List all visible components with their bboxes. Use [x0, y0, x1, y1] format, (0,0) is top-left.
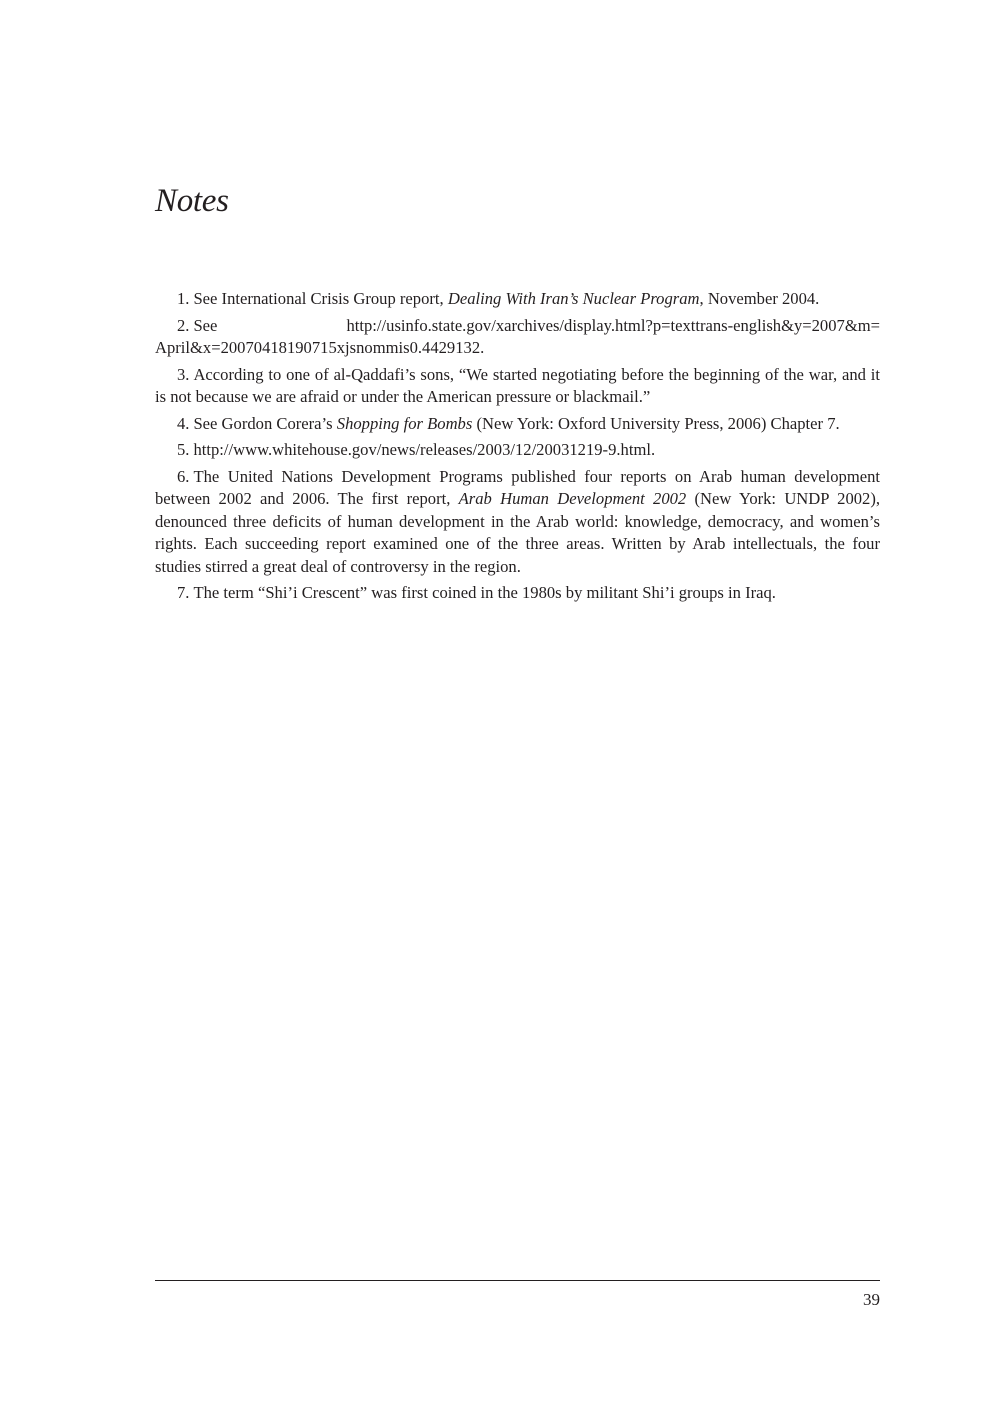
- note-number: 5.: [177, 440, 190, 459]
- note-number: 4.: [177, 413, 190, 433]
- note-2: [155, 315, 880, 360]
- note-text: According to one of al-Qaddafi’s sons, “We started negotiating before the beginning of the war, and it is not because we are afraid or under the American pressure or blackmail.”: [155, 364, 880, 406]
- note-title-italic: Shopping for Bombs: [336, 413, 473, 433]
- note-5: [155, 439, 880, 462]
- notes-list: [155, 288, 880, 609]
- note-text-tail: (New York: UNDP 2002), denounced three deficits of human development in the Arab world: knowledge, democracy, and women’s rights. Each succeeding report examined one of the three areas. Written by Arab intellectuals, the four studies stirred a great deal of controversy in the region.: [155, 489, 881, 576]
- note-number: 3.: [177, 364, 190, 384]
- note-number: 7.: [177, 583, 190, 602]
- page-title: Notes: [155, 183, 229, 219]
- note-text: The United Nations Development Programs published four reports on Arab human development between 2002 and 2006. The first report,: [155, 466, 880, 508]
- note-text: http://www.whitehouse.gov/news/releases/2003/12/20031219-9.html.: [193, 440, 656, 459]
- note-number: 1.: [177, 289, 190, 308]
- note-text: See Gordon Corera’s: [193, 413, 337, 433]
- note-text-tail: , November 2004.: [699, 289, 820, 308]
- note-number: 6.: [177, 466, 190, 486]
- footer-rule: [155, 1280, 880, 1281]
- note-6: [155, 466, 880, 579]
- note-text: See http://usinfo.state.gov/xarchives/display.html?p=texttrans-english&y=2007&m= April&x=20070418190715xjsnommis0.4429132.: [155, 315, 880, 357]
- page-number: 39: [863, 1290, 880, 1309]
- note-text: The term “Shi’i Crescent” was first coined in the 1980s by militant Shi’i groups in Iraq.: [193, 583, 776, 602]
- note-text: See International Crisis Group report,: [193, 289, 448, 308]
- note-title-italic: Arab Human Development 2002: [458, 489, 687, 508]
- note-3: [155, 364, 880, 409]
- note-text-tail: (New York: Oxford University Press, 2006) Chapter 7.: [472, 413, 840, 433]
- note-7: [155, 582, 880, 605]
- note-1: [155, 288, 880, 311]
- note-number: 2.: [177, 315, 190, 335]
- note-4: [155, 413, 880, 436]
- note-title-italic: Dealing With Iran’s Nuclear Program: [447, 289, 700, 308]
